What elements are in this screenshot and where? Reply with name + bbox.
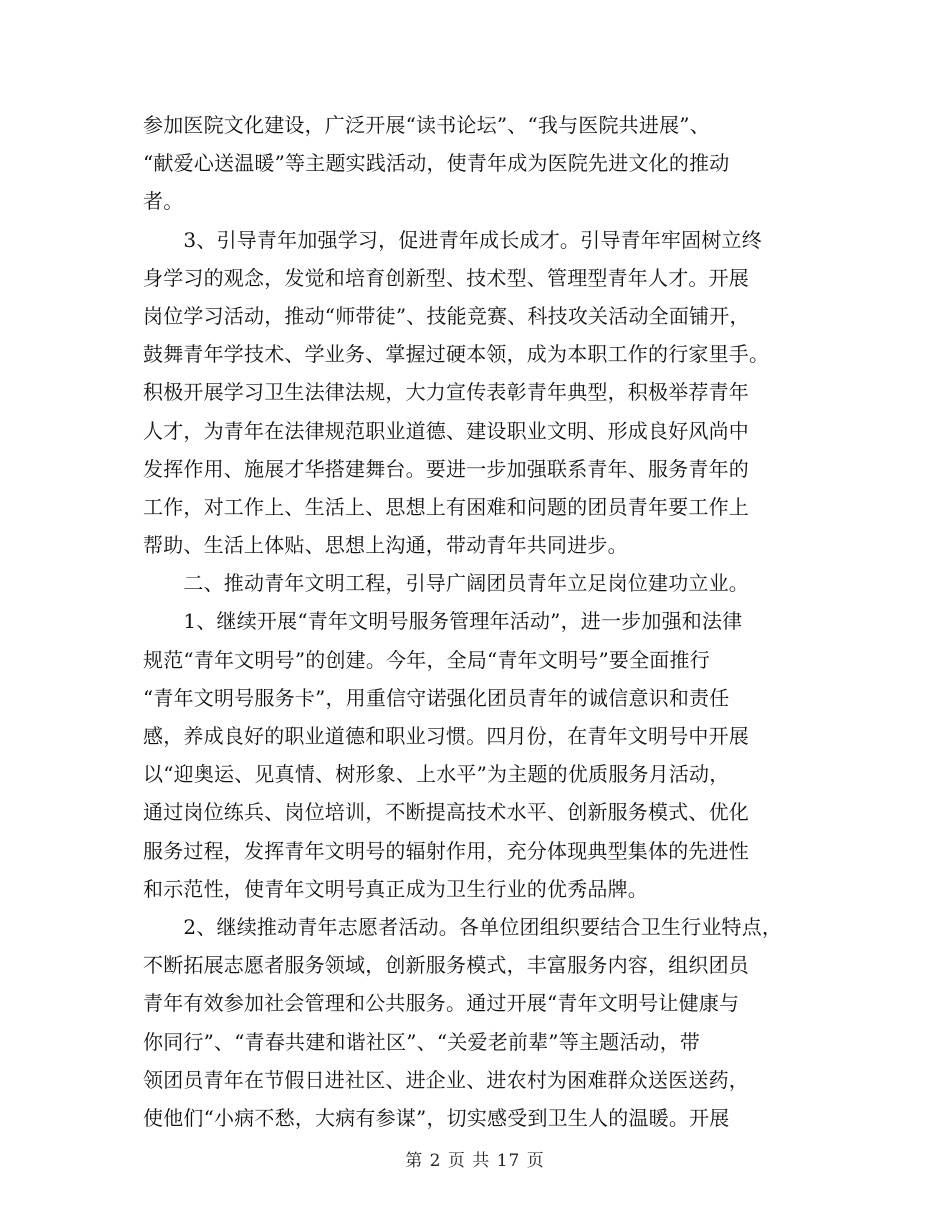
text-line: “献爱心送温暖”等主题实践活动，使青年成为医院先进文化的推动 <box>143 151 730 176</box>
text-line: 领团员青年在节假日进社区、进企业、进农村为困难群众送医送药， <box>143 1067 749 1092</box>
text-line: “青年文明号服务卡”，用重信守诺强化团员青年的诚信意识和责任 <box>143 685 730 710</box>
text-line: 服务过程，发挥青年文明号的辐射作用，充分体现典型集体的先进性 <box>143 838 749 863</box>
text-line: 使他们“小病不愁，大病有参谋”，切实感受到卫生人的温暖。开展 <box>143 1105 730 1130</box>
text-line: 2、继续推动青年志愿者活动。各单位团组织要结合卫生行业特点， <box>143 914 783 939</box>
text-line: 帮助、生活上体贴、思想上沟通，带动青年共同进步。 <box>143 533 628 558</box>
text-line: 和示范性，使青年文明号真正成为卫生行业的优秀品牌。 <box>143 876 648 901</box>
text-line: 规范“青年文明号”的创建。今年，全局“青年文明号”要全面推行 <box>143 647 710 672</box>
text-line: 身学习的观念，发觉和培育创新型、技术型、管理型青年人才。开展 <box>143 265 749 290</box>
text-line: 1、继续开展“青年文明号服务管理年活动”，进一步加强和法律 <box>143 609 743 634</box>
text-line: 感，养成良好的职业道德和职业习惯。四月份，在青年文明号中开展 <box>143 724 749 748</box>
text-line: 发挥作用、施展才华搭建舞台。要进一步加强联系青年、服务青年的 <box>143 456 749 481</box>
text-line: 岗位学习活动，推动“师带徒”、技能竞赛、科技攻关活动全面铺开， <box>143 303 750 328</box>
text-line: 积极开展学习卫生法律法规，大力宣传表彰青年典型，积极举荐青年 <box>143 380 749 405</box>
text-line: 青年有效参加社会管理和公共服务。通过开展“青年文明号让健康与 <box>143 991 740 1016</box>
text-line: 3、引导青年加强学习，促进青年成长成才。引导青年牢固树立终 <box>143 227 762 252</box>
text-line: 人才，为青年在法律规范职业道德、建设职业文明、形成良好风尚中 <box>143 418 749 443</box>
text-line: 通过岗位练兵、岗位培训，不断提高技术水平、创新服务模式、优化 <box>143 800 749 825</box>
page-footer: 第 2 页 共 17 页 <box>405 1151 545 1171</box>
text-line: 不断拓展志愿者服务领域，创新服务模式，丰富服务内容，组织团员 <box>143 953 749 978</box>
text-line: 二、推动青年文明工程，引导广阔团员青年立足岗位建功立业。 <box>143 571 749 596</box>
text-line: 者。 <box>143 189 184 214</box>
text-line: 你同行”、“青春共建和谐社区”、“关爱老前辈”等主题活动，带 <box>143 1029 701 1054</box>
text-line: 工作，对工作上、生活上、思想上有困难和问题的团员青年要工作上 <box>143 494 749 519</box>
text-line: 以“迎奥运、见真情、树形象、上水平”为主题的优质服务月活动， <box>143 762 730 787</box>
text-line: 参加医院文化建设，广泛开展“读书论坛”、“我与医院共进展”、 <box>143 113 710 137</box>
body-text <box>143 106 833 1137</box>
text-line: 鼓舞青年学技术、学业务、掌握过硬本领，成为本职工作的行家里手。 <box>143 342 770 367</box>
